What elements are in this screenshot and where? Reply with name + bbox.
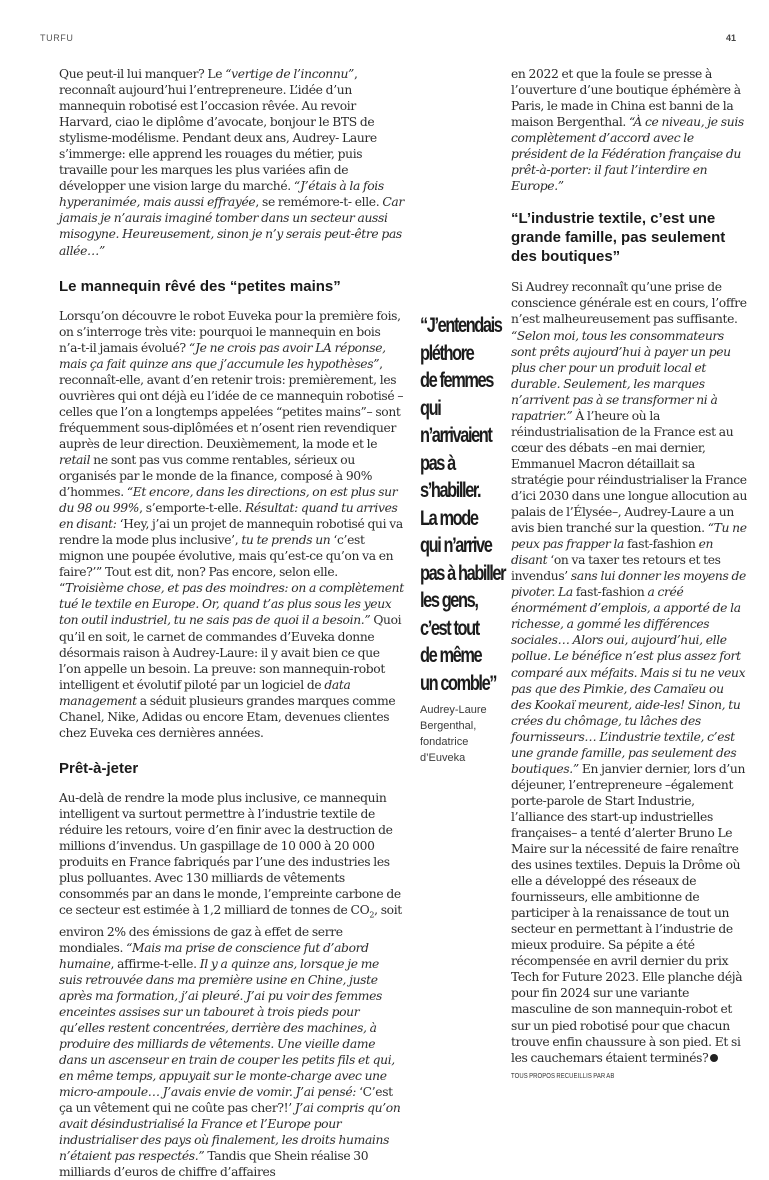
text-line: de femmes [420,369,493,392]
text-run: ‘on va taxer tes retours et tes invendus’ [511,553,721,584]
italic-run: a créé énormément d’emplois, a apporté de la richesse, a gommé les différences sociales… Alors oui, aujourd’hui, elle pollue. Le bénéfice n’est plus assez fort comparé aux méfaits. Mais si tu ne veux pas que des Pimkie, des Camaïeu ou des Kookaï meurent, aide-les! Sinon, tu crées du chômage, tu lâches des fournisseurs… L’industrie textile, c’est une grande famille, pas seulement des boutiques.” [511,585,746,776]
text-run: ‘Hey, j’ai un projet de mannequin robotisé qui va rendre la mode plus inclusive’, [59,517,403,548]
italic-run: “J’étais à la fois hyperanimée, mais aussi effrayée [59,179,384,210]
italic-run: en disant [511,537,714,568]
text-line: c’est tout [420,616,479,640]
page-number: 41 [726,33,737,43]
italic-run: retail [59,452,91,467]
text-run: fast-fashion [624,537,699,552]
text-run: a séduit plusieurs grandes marques comme Chanel, Nike, Adidas ou encore Etam, devenues clientes chez Euveka ces dernières années. [59,693,396,740]
text-line: pas à [420,451,455,475]
subheading-industrie-textile: “L’industrie textile, c’est une grande famille, pas seulement des boutiques” [511,210,726,266]
text-run: , s’emporte-t-elle. [139,501,245,516]
italic-run: Il y a quinze ans, lorsque je me suis retrouvée dans ma première usine en Chine, juste après ma formation, j’ai pleuré. J’ai pu voir des femmes enceintes assises sur un tabouret à trois pieds pour qu’elles restent concentrées, derrière des machines, à produire des milliards de vêtements. Une vieille dame dans un ascenseur en train de couper les petits fils et qui, en même temps, appuyait sur le monte-charge avec une micro-ampoule… J’avais envie de vomir. J’ai pensé: [59,956,395,1100]
text-line: Audrey-Laure [420,704,487,716]
text-run: en 2022 et que la foule se presse à l’ouverture d’une boutique éphémère à Paris, le made in China est banni de la maison Bergenthal. [511,67,741,130]
text-line: pléthore [420,341,474,365]
subheading-petites-mains: Le mannequin rêvé des “petites mains” [59,277,341,295]
author-credit: TOUS PROPOS RECUEILLIS PAR AB [511,1072,615,1080]
italic-run: data management [59,677,351,708]
text-line: qui [420,396,441,420]
text-line: n’arrivaient [420,424,492,447]
italic-run: “À ce niveau, je suis complètement d’accord avec le président de la Fédération française du prêt-à-porter: il faut l’interdire en Europe.” [511,115,744,194]
text-run: fast-fashion [572,585,648,600]
italic-run: Résultat: quand tu arrives en disant: [59,501,398,532]
italic-run: “Et encore, dans les directions, on est plus sur du 98 ou 99% [59,485,398,516]
text-run: ‘c’est mignon une poupée évolutive, mais qu’est-ce qu’on va en faire?’” Tout est dit, non? Pas encore, selon elle. “ [59,533,394,596]
italic-run: “Tu ne peux pas frapper la [511,521,747,552]
text-run: ne sont pas vus comme rentables, sérieux ou organisés par le monde de la finance, composé à 90% d’hommes. [59,452,373,500]
text-line: d’Euveka [420,752,466,764]
body-paragraph [59,790,404,1180]
italic-run: Car jamais je n’aurais imaginé tomber dans un secteur aussi misogyne. Heureusement, sinon je n’y serais peut-être pas allée…” [59,195,404,258]
subheading-pret-a-jeter: Prêt-à-jeter [59,759,139,777]
text-line: pas à habiller [420,561,506,585]
pull-quote [420,312,510,697]
text-run: Lorsqu’on découvre le robot Euveka pour la première fois, on s’interroge très vite: pourquoi le mannequin en bois n’a-t-il jamais évolué? [59,308,401,355]
text-line: les gens, [420,589,478,612]
text-run: , reconnaît aujourd’hui l’entrepreneure. L’idée d’un mannequin robotisé est l’occasion rêvée. Au revoir Harvard, ciao le diplôme d’avocate, bonjour le BTS de stylisme-modélisme. Pendant deux ans, Audrey- Laure s’immerge: elle apprend les rouages du métier, puis travaille pour les marques les plus variées afin de développer une vision large du marché. [59,67,377,194]
text-run: En janvier dernier, lors d’un déjeuner, l’entrepreneure –également porte-parole de Start Industrie, l’alliance des start-up industrielles françaises– a tenté d’alerter Bruno Le Maire sur la nécessité de faire renaître des usines textiles. Depuis la Drôme où elle a développé des réseaux de fournisseurs, elle ambitionne de participer à la renaissance de tout un secteur en permettant à l’industrie de mieux produire. Sa pépite a été récompensée en avril dernier du prix Tech for Future 2023. Elle planche déjà pour fin 2024 sur une variante masculine de son mannequin-robot et sur un pied robotisé pour que chacun trouve enfin chaussure à son pied. Et si les cauchemars étaient terminés? [511,761,746,1065]
running-head: TURFU [40,33,74,43]
italic-run: “Selon moi, tous les consommateurs sont prêts aujourd’hui à payer un peu plus cher pour un produit local et durable. Seulement, les marques n’arrivent pas à se transformer ni à rapatrier.” [511,328,731,423]
text-run: ‘C’est ça un vêtement qui ne coûte pas cher?!’ [59,1085,393,1116]
text-run: , se remémore-t- elle. [255,195,383,210]
text-run: , affirme-t-elle. [110,956,200,971]
text-line: de même [420,644,482,667]
text-run: Si Audrey reconnaît qu’une prise de conscience générale est en cours, l’offre n’est malheureusement pas suffisante. [511,280,747,327]
italic-run: “vertige de l’inconnu” [225,67,354,81]
italic-run: “Mais ma prise de conscience fut d’abord humaine [59,940,369,971]
end-mark-bullet-icon [710,1054,718,1062]
right-column [511,66,747,1085]
body-text [511,280,747,1064]
intro-paragraph [59,66,404,259]
left-column [59,66,404,1180]
text-line: qui n’arrive [420,534,492,557]
italic-run: tu te prends un [241,533,331,548]
text-run: , reconnaît-elle, avant d’en retenir trois: premièrement, les ouvrières qui ont déjà eu l’idée de ce mannequin robotisé –celles que l’on a longtemps appelées “petites mains”– sont fréquemment sous-diplômées et n’osent rien revendiquer auprès de leur direction. Deuxièmement, la mode et le [59,356,404,451]
text-line: s’habiller. [420,479,481,502]
italic-run: “Je ne crois pas avoir LA réponse, mais ça fait quinze ans que j’accumule les hypothèses” [59,340,386,371]
subscript: 2 [369,910,375,920]
text-line: un comble” [420,671,497,695]
italic-run: Troisième chose, et pas des moindres: on a complètement tué le textile en Europe. Or, quand t’as plus sous les yeux ton outil industriel, tu ne sais pas de quoi il a besoin.” [59,581,404,628]
pull-quote-block [420,312,510,764]
body-paragraph [511,66,747,194]
text-run: Tandis que Shein réalise 30 milliards d’euros de chiffre d’affaires [59,1149,369,1180]
text-run: Que peut-il lui manquer? Le [59,67,226,81]
text-run: Au-delà de rendre la mode plus inclusive, ce mannequin intelligent va surtout permettre à l’industrie textile de réduire les retours, voire d’en finir avec la destruction de millions d’invendus. Un gaspillage de 10 000 à 20 000 produits en France fabriqués par l’une des industries les plus polluantes. Avec 130 milliards de vêtements consommés par an dans le monde, l’empreinte carbone de ce secteur est estimée à 1,2 milliard de tonnes de CO [59,790,401,918]
text-run: , soit environ 2% des émissions de gaz à effet de serre mondiales. [59,903,402,955]
body-paragraph [59,308,404,741]
pull-quote-attribution [420,702,510,766]
text-line: La mode [420,506,478,530]
text-line: “J’entendais [420,314,502,337]
text-line: Bergenthal, [420,720,477,732]
text-run: À l’heure où la réindustrialisation de la France est au cœur des débats –en mai dernier, Emmanuel Macron détaillait sa stratégie pour réindustrialiser la France d’ici 2030 dans une longue allocution au palais de l’Élysée–, Audrey-Laure a un avis bien tranché sur la question. [511,408,748,536]
italic-run: sans lui donner les moyens de pivoter. La [511,569,746,600]
body-paragraph [511,279,747,1084]
text-line: fondatrice [420,736,469,748]
italic-run: J’ai compris qu’on avait désindustrialisé la France et l’Europe pour industrialiser des pays où finalement, les droits humains n’étaient pas respectés.” [59,1101,401,1164]
text-run: Quoi qu’il en soit, le carnet de commandes d’Euveka donne désormais raison à Audrey-Laure: il y avait bien ce que l’on appelle un besoin. La preuve: son mannequin-robot intelligent et évolutif piloté par un logiciel de [59,613,402,692]
